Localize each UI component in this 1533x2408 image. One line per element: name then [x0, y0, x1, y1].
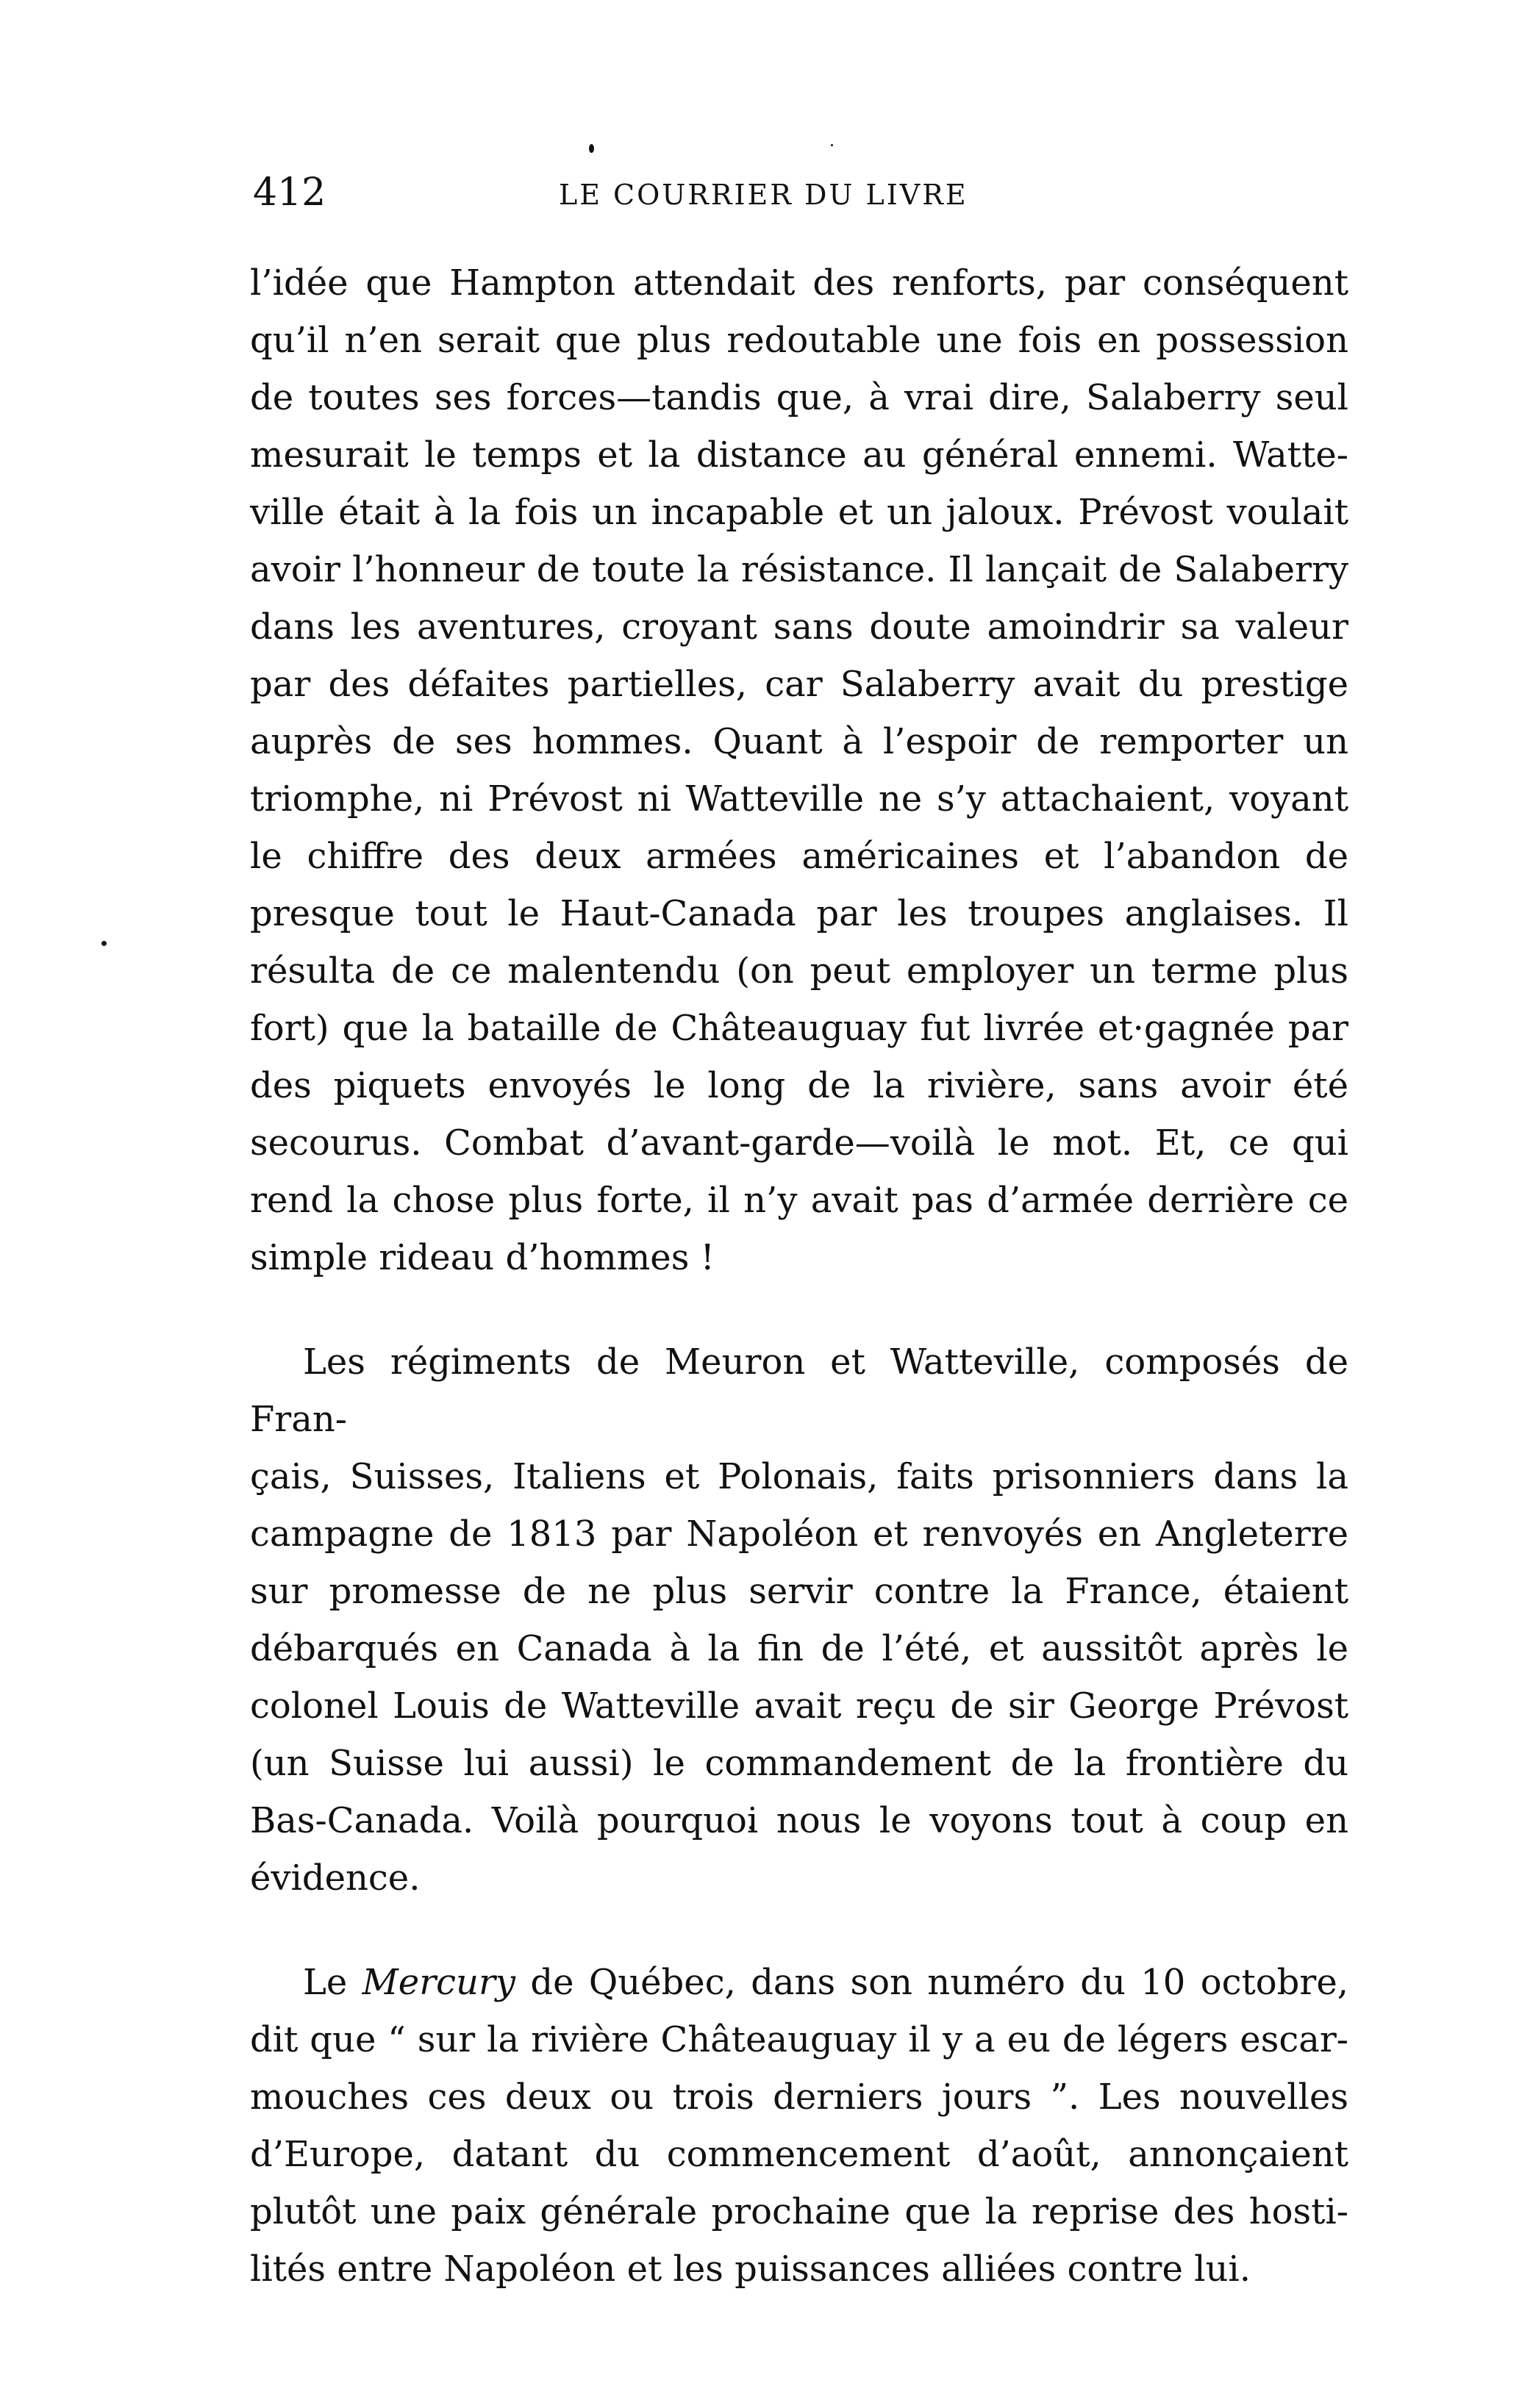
text-line: résulta de ce malentendu (on peut employer un terme plus [250, 950, 1348, 992]
text-line: Bas-Canada. Voilà pourquoi nous le voyons tout à coup en [250, 1800, 1348, 1841]
text-line: simple rideau d’hommes ! [250, 1237, 715, 1278]
text-line: débarqués en Canada à la fin de l’été, et aussitôt après le [250, 1628, 1348, 1669]
text-run: de Québec, dans son numéro du 10 octobre, [515, 1962, 1348, 2003]
text-line: lités entre Napoléon et les puissances alliées contre lui. [250, 2248, 1251, 2290]
text-line: ville était à la fois un incapable et un jaloux. Prévost voulait [250, 492, 1348, 533]
text-line: campagne de 1813 par Napoléon et renvoyés en Angleterre [250, 1513, 1348, 1555]
text-line: dans les aventures, croyant sans doute amoindrir sa valeur [250, 606, 1348, 648]
paragraph-3 [250, 1954, 1348, 2298]
text-line: rend la chose plus forte, il n’y avait pas d’armée derrière ce [250, 1180, 1348, 1221]
page-body [250, 254, 1348, 2298]
page-number: 412 [253, 171, 326, 215]
text-line: triomphe, ni Prévost ni Watteville ne s’y attachaient, voyant [250, 778, 1348, 820]
text-line: fort) que la bataille de Châteauguay fut livrée et·gagnée par [250, 1008, 1348, 1049]
ink-speck [101, 941, 107, 946]
text-line: presque tout le Haut-Canada par les troupes anglaises. Il [250, 893, 1348, 934]
text-line: le chiffre des deux armées américaines et l’abandon de [250, 836, 1348, 877]
text-line: de toutes ses forces—tandis que, à vrai dire, Salaberry seul [250, 377, 1348, 418]
text-line: des piquets envoyés le long de la rivière, sans avoir été [250, 1065, 1348, 1106]
text-line: colonel Louis de Watteville avait reçu de sir George Prévost [250, 1685, 1348, 1727]
text-line: d’Europe, datant du commencement d’août, annonçaient [250, 2134, 1348, 2175]
text-line: avoir l’honneur de toute la résistance. Il lançait de Salaberry [250, 549, 1348, 590]
running-title: LE COURRIER DU LIVRE [559, 179, 968, 211]
text-line: Les régiments de Meuron et Watteville, composés de Fran- [250, 1341, 1348, 1440]
text-line: auprès de ses hommes. Quant à l’espoir de remporter un [250, 721, 1348, 762]
text-line: évidence. [250, 1857, 421, 1899]
text-line: sur promesse de ne plus servir contre la France, étaient [250, 1571, 1348, 1612]
paragraph-2 [250, 1333, 1348, 1907]
text-line: secourus. Combat d’avant-garde—voilà le mot. Et, ce qui [250, 1122, 1348, 1164]
paragraph-1 [250, 254, 1348, 1286]
text-line [250, 1954, 1348, 2011]
text-line: plutôt une paix générale prochaine que la reprise des hosti- [250, 2191, 1348, 2232]
text-run: Le [303, 1962, 362, 2003]
text-line: mesurait le temps et la distance au général ennemi. Watte- [250, 434, 1348, 476]
ink-speck [831, 144, 833, 146]
text-line: (un Suisse lui aussi) le commandement de la frontière du [250, 1743, 1348, 1784]
newspaper-title: Mercury [362, 1962, 516, 2003]
text-line: l’idée que Hampton attendait des renforts, par conséquent [250, 262, 1348, 304]
text-line: qu’il n’en serait que plus redoutable une fois en possession [250, 320, 1348, 361]
text-line: dit que “ sur la rivière Châteauguay il y a eu de légers escar- [250, 2019, 1348, 2060]
text-line: par des défaites partielles, car Salaberry avait du prestige [250, 664, 1348, 705]
text-line: çais, Suisses, Italiens et Polonais, faits prisonniers dans la [250, 1456, 1348, 1497]
ink-speck [589, 144, 594, 153]
text-line: mouches ces deux ou trois derniers jours ”. Les nouvelles [250, 2076, 1348, 2118]
